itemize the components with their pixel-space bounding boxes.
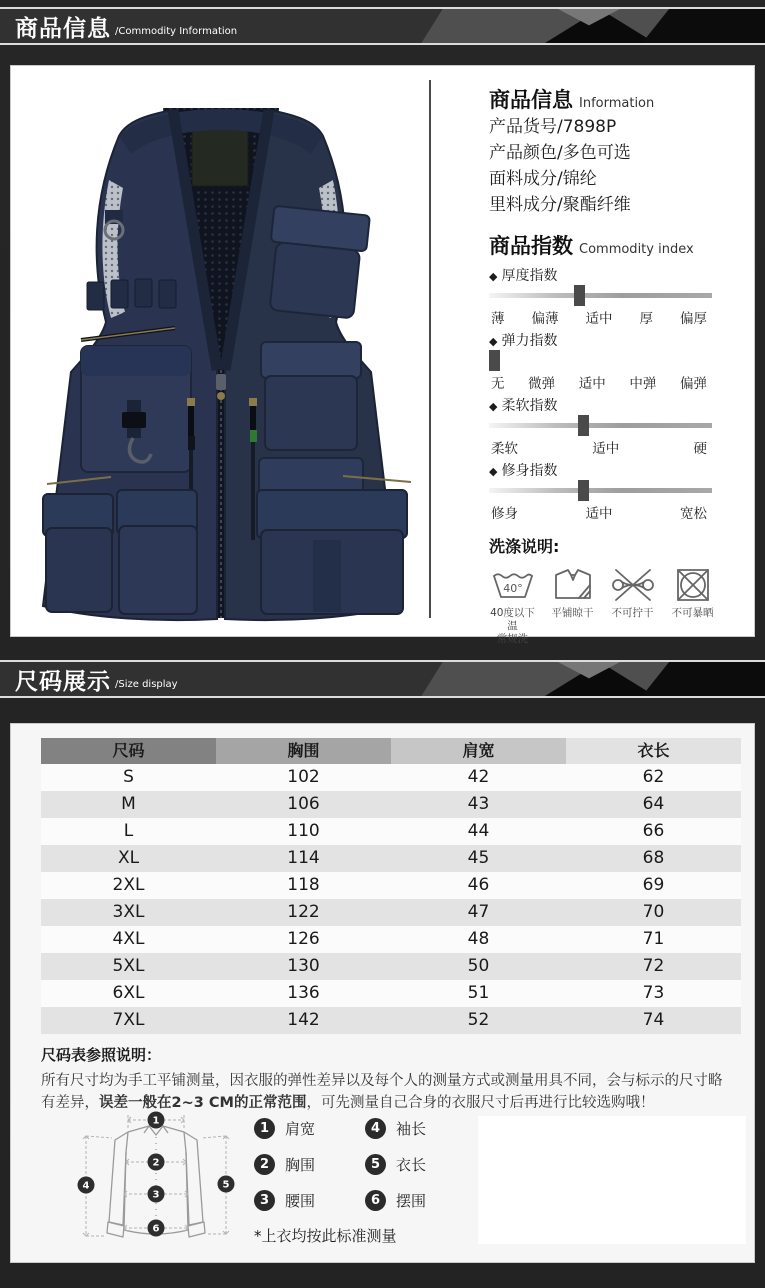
measure-legend [254, 1118, 426, 1211]
diamond-bullet-icon: ◆ [489, 465, 498, 478]
attr-shell-fabric: 面料成分/锦纶 [489, 169, 597, 189]
option-label: 厚 [639, 311, 653, 327]
option-label: 微弹 [528, 376, 556, 392]
wash-caption: 40度以下温 [490, 607, 535, 632]
diamond-bullet-icon: ◆ [489, 400, 498, 413]
elasticity-slider [489, 350, 712, 371]
slider-handle [489, 350, 500, 371]
table-cell: 46 [467, 875, 490, 895]
size-display-header-band [0, 660, 765, 698]
table-cell: 51 [467, 983, 490, 1003]
section-title: 商品信息 [15, 15, 111, 42]
option-label: 无 [491, 376, 505, 392]
svg-text:5: 5 [222, 1179, 230, 1191]
svg-text:2: 2 [152, 1157, 160, 1169]
size-display-panel [10, 723, 755, 1263]
slider-track [489, 488, 712, 493]
index-label: 修身指数 [501, 463, 558, 479]
table-row [41, 1007, 741, 1034]
table-cell: 102 [287, 767, 320, 787]
info-title-cn: 商品信息 [489, 88, 573, 112]
table-row [41, 791, 741, 818]
option-label: 偏厚 [680, 311, 707, 327]
wash-40-icon [490, 566, 536, 604]
option-label: 适中 [585, 506, 613, 522]
table-cell: XL [117, 848, 140, 868]
legend-label: 胸围 [285, 1156, 316, 1174]
header-bar [0, 9, 765, 43]
option-label: 适中 [592, 441, 620, 457]
table-cell: L [123, 821, 134, 841]
option-label: 适中 [585, 311, 613, 327]
option-label: 柔软 [491, 441, 518, 457]
table-row [41, 899, 741, 926]
washing-instructions-title: 洗涤说明: [489, 537, 560, 556]
measure-footnote: *上衣均按此标准测量 [254, 1227, 397, 1245]
attr-lining-fabric: 里料成分/聚酯纤维 [489, 195, 631, 215]
table-cell: 68 [642, 848, 665, 868]
col-header-chest: 胸围 [216, 738, 391, 764]
table-row [41, 764, 741, 791]
wash-caption-2: 常规洗 [496, 633, 529, 645]
table-cell: 136 [287, 983, 320, 1003]
divider [0, 43, 765, 45]
table-cell: 52 [467, 1010, 490, 1030]
table-row [41, 953, 741, 980]
diamond-bullet-icon: ◆ [489, 270, 498, 283]
index-label: 柔软指数 [501, 398, 558, 414]
table-cell: S [123, 767, 134, 787]
table-cell: 106 [287, 794, 320, 814]
table-row [41, 845, 741, 872]
svg-text:6: 6 [152, 1223, 160, 1235]
table-cell: 72 [642, 956, 665, 976]
note-text: 所有尺寸均为手工平铺测量，因衣服的弹性差异以及每个人的测量方式或测量用具不同，会与标示的尺寸略有差异， [41, 1073, 723, 1111]
table-row [41, 926, 741, 953]
svg-text:4: 4 [82, 1180, 90, 1192]
size-table [41, 738, 741, 1034]
fit-slider [489, 480, 712, 501]
info-title-en: Information [579, 96, 655, 111]
table-cell: 43 [467, 794, 490, 814]
washing-item [669, 566, 716, 646]
table-cell: 69 [642, 875, 665, 895]
wash-caption: 不可暴晒 [671, 607, 714, 619]
index-thickness [489, 265, 749, 325]
table-cell: 114 [287, 848, 320, 868]
svg-text:40°: 40° [502, 582, 523, 595]
softness-slider [489, 415, 712, 436]
vest-product-image [13, 70, 429, 630]
table-cell: 45 [467, 848, 490, 868]
index-softness [489, 395, 749, 455]
washing-icons-row [489, 566, 749, 646]
divider [0, 696, 765, 698]
option-label: 偏薄 [531, 311, 559, 327]
svg-text:3: 3 [152, 1189, 160, 1201]
table-cell: 74 [642, 1010, 665, 1030]
table-cell: 142 [287, 1010, 320, 1030]
slider-track [489, 423, 712, 428]
table-cell: 71 [642, 929, 665, 949]
index-label: 弹力指数 [501, 333, 558, 349]
slider-track [489, 293, 712, 298]
option-label: 适中 [578, 376, 606, 392]
info-section-title [489, 84, 749, 114]
commodity-info-header-band [0, 7, 765, 45]
thickness-slider [489, 285, 712, 306]
size-table-header [41, 738, 741, 764]
commodity-info-panel [10, 65, 755, 645]
table-cell: 70 [642, 902, 665, 922]
col-header-shoulder: 肩宽 [391, 738, 566, 764]
legend-item [365, 1118, 426, 1139]
option-label: 硬 [693, 441, 707, 457]
col-header-length: 衣长 [566, 738, 741, 764]
table-cell: 126 [287, 929, 320, 949]
table-cell: 64 [642, 794, 665, 814]
flat-dry-icon [550, 566, 596, 604]
washing-item [609, 566, 656, 646]
size-note-title: 尺码表参照说明： [41, 1046, 162, 1064]
table-cell: 7XL [112, 1010, 145, 1030]
table-cell: 122 [287, 902, 320, 922]
section-title: 尺码展示 [15, 668, 111, 695]
legend-item [254, 1154, 315, 1175]
table-cell: M [121, 794, 136, 814]
table-cell: 48 [467, 929, 490, 949]
table-row [41, 872, 741, 899]
slider-handle [578, 415, 589, 436]
table-cell: 42 [467, 767, 490, 787]
legend-label: 肩宽 [285, 1120, 316, 1138]
table-cell: 73 [642, 983, 665, 1003]
table-row [41, 980, 741, 1007]
note-text-bold: 误差一般在2~3 CM的正常范围 [99, 1095, 307, 1111]
section-subtitle: /Size display [115, 679, 178, 690]
section-subtitle: /Commodity Information [115, 26, 238, 37]
legend-item [254, 1190, 315, 1211]
table-cell: 50 [467, 956, 490, 976]
circled-number-icon: 5 [365, 1154, 386, 1175]
table-cell: 110 [287, 821, 320, 841]
circled-number-icon: 6 [365, 1190, 386, 1211]
table-cell: 5XL [112, 956, 145, 976]
wash-caption: 平铺晾干 [551, 607, 594, 619]
legend-label: 腰围 [285, 1192, 316, 1210]
option-label: 修身 [491, 506, 518, 522]
option-label: 偏弹 [680, 376, 707, 392]
header-bar [0, 662, 765, 696]
index-section-title [489, 230, 749, 260]
table-cell: 3XL [112, 902, 145, 922]
circled-number-icon: 2 [254, 1154, 275, 1175]
circled-number-icon: 3 [254, 1190, 275, 1211]
no-wring-icon [610, 566, 656, 604]
washing-item [549, 566, 596, 646]
photo-divider-line [429, 80, 431, 618]
table-row [41, 818, 741, 845]
legend-item [365, 1154, 426, 1175]
diamond-bullet-icon: ◆ [489, 335, 498, 348]
wash-caption: 不可拧干 [611, 607, 654, 619]
washing-item [489, 566, 536, 646]
table-cell: 44 [467, 821, 490, 841]
option-label: 薄 [491, 311, 505, 327]
option-label: 宽松 [680, 506, 707, 522]
col-header-size: 尺码 [41, 738, 216, 764]
attr-item-number: 产品货号/7898P [489, 117, 617, 137]
product-info-column [489, 84, 749, 646]
legend-label: 摆围 [396, 1192, 427, 1210]
index-label: 厚度指数 [501, 268, 558, 284]
table-cell: 47 [467, 902, 490, 922]
size-note-body [41, 1070, 736, 1114]
table-cell: 118 [287, 875, 320, 895]
circled-number-icon: 1 [254, 1118, 275, 1139]
slider-handle [574, 285, 585, 306]
circled-number-icon: 4 [365, 1118, 386, 1139]
note-text: ，可先测量自己合身的衣服尺寸后再进行比较选购哦！ [306, 1095, 655, 1111]
table-cell: 62 [642, 767, 665, 787]
attr-color: 产品颜色/多色可选 [489, 143, 631, 163]
measurement-diagram [56, 1110, 716, 1255]
option-label: 中弹 [629, 376, 657, 392]
index-elasticity [489, 330, 749, 390]
index-title-cn: 商品指数 [489, 234, 573, 258]
table-cell: 4XL [112, 929, 145, 949]
table-cell: 66 [642, 821, 665, 841]
legend-item [254, 1118, 315, 1139]
legend-label: 衣长 [396, 1156, 427, 1174]
index-fit [489, 460, 749, 520]
no-sun-icon [670, 566, 716, 604]
size-note [41, 1044, 736, 1114]
index-title-en: Commodity index [579, 242, 694, 257]
shirt-measure-illustration [56, 1110, 281, 1255]
legend-label: 袖长 [396, 1120, 427, 1138]
slider-handle [578, 480, 589, 501]
table-cell: 130 [287, 956, 320, 976]
svg-text:1: 1 [152, 1115, 160, 1127]
legend-item [365, 1190, 426, 1211]
table-cell: 2XL [112, 875, 145, 895]
table-cell: 6XL [112, 983, 145, 1003]
